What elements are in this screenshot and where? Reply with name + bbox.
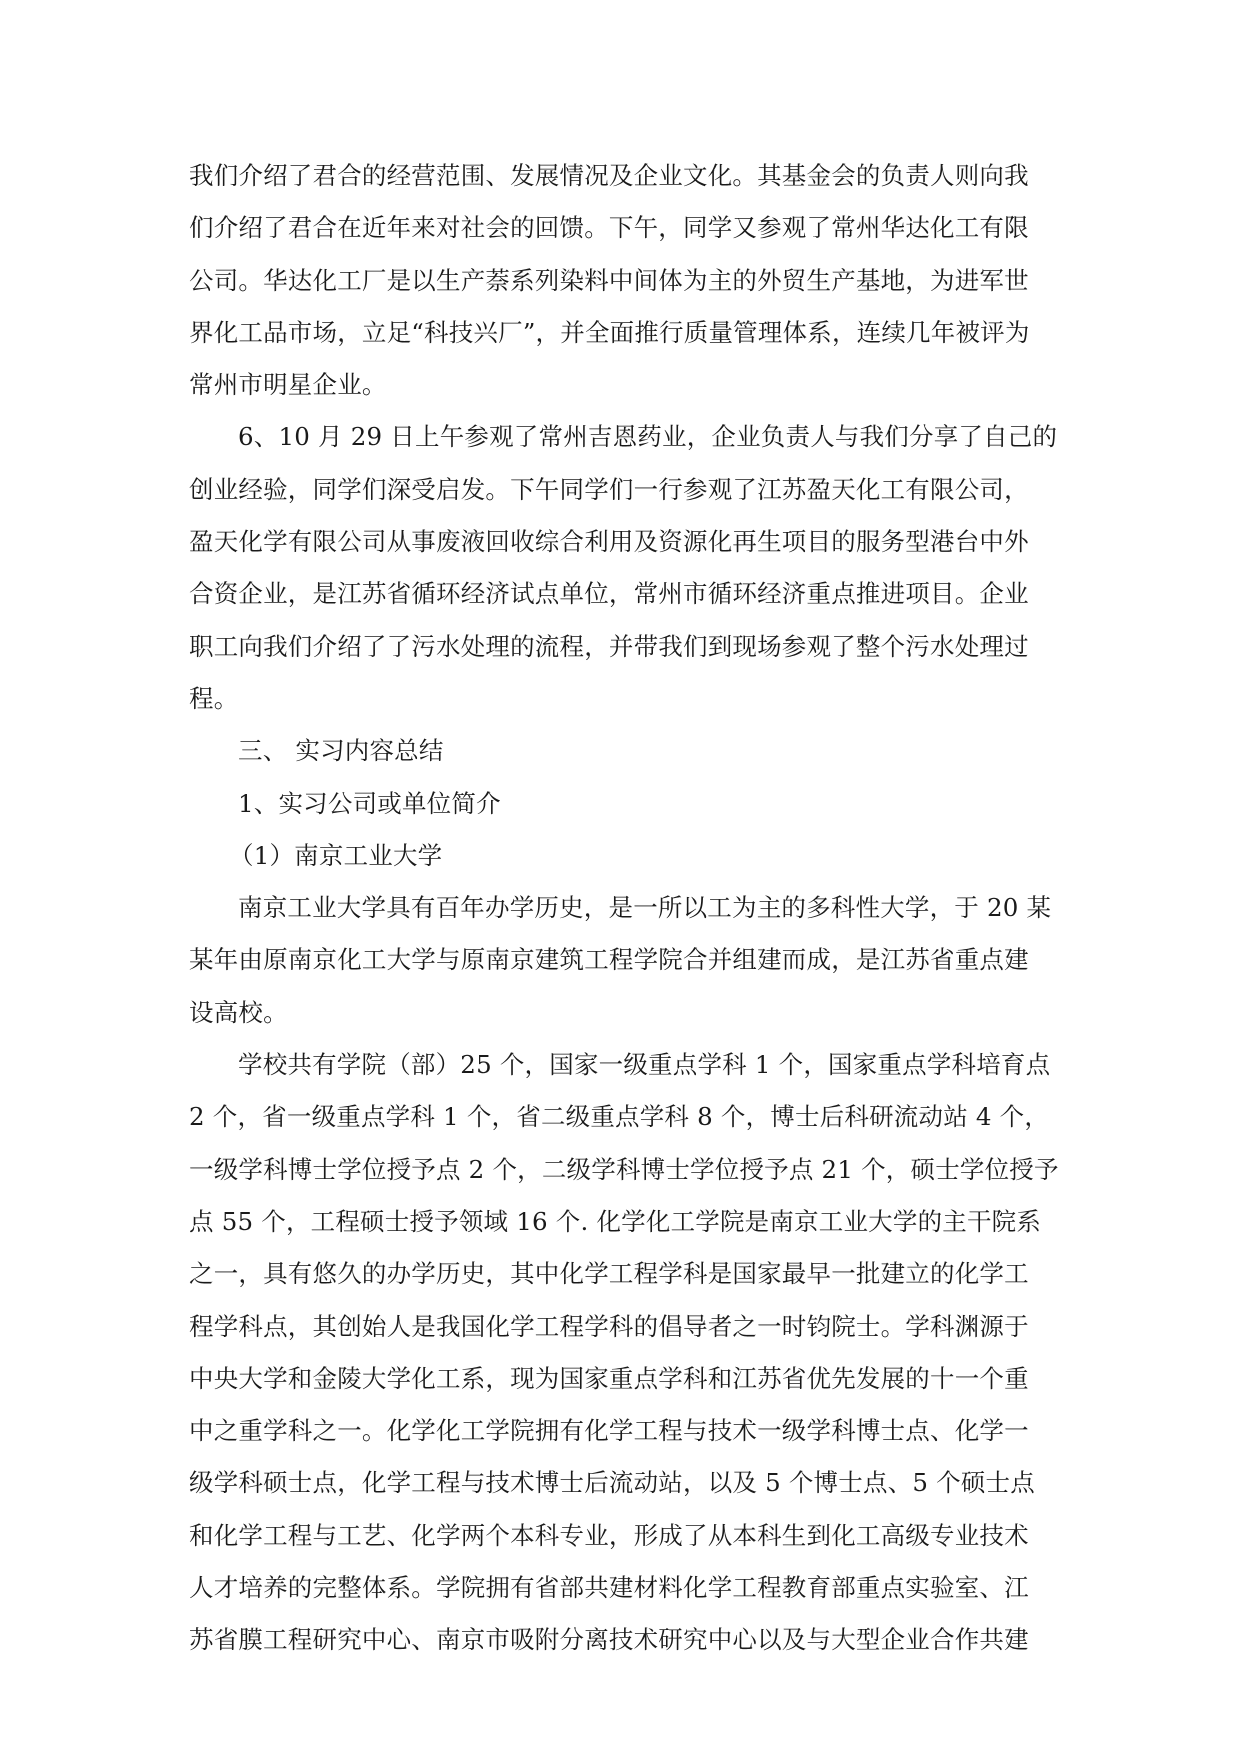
paragraph-start-line: 南京工业大学具有百年办学历史，是一所以工为主的多科性大学，于 20 某 — [238, 893, 1052, 923]
text-line: 程。 — [189, 683, 239, 713]
text-line: 2 个，省一级重点学科 1 个，省二级重点学科 8 个，博士后科研流动站 4 个， — [189, 1102, 1050, 1132]
text-line: 点 55 个，工程硕士授予领域 16 个. 化学化工学院是南京工业大学的主干院系 — [189, 1206, 1042, 1236]
text-line: 我们介绍了君合的经营范围、发展情况及企业文化。其基金会的负责人则向我 — [189, 161, 1029, 190]
text-line: 职工向我们介绍了了污水处理的流程，并带我们到现场参观了整个污水处理过 — [189, 631, 1029, 661]
paragraph-start-line: 学校共有学院（部）25 个，国家一级重点学科 1 个，国家重点学科培育点 — [238, 1050, 1051, 1080]
text-line: 和化学工程与工艺、化学两个本科专业，形成了从本科生到化工高级专业技术 — [189, 1520, 1029, 1550]
subsection-heading: 1、实习公司或单位简介 — [238, 788, 501, 818]
text-line: 程学科点，其创始人是我国化学工程学科的倡导者之一时钧院士。学科渊源于 — [189, 1311, 1029, 1341]
text-line: 合资企业，是江苏省循环经济试点单位，常州市循环经济重点推进项目。企业 — [189, 579, 1029, 609]
text-line: 级学科硕士点，化学工程与技术博士后流动站，以及 5 个博士点、5 个硕士点 — [189, 1468, 1035, 1498]
text-line: 界化工品市场，立足“科技兴厂”，并全面推行质量管理体系，连续几年被评为 — [189, 317, 1030, 347]
section-heading: 三、 实习内容总结 — [238, 736, 444, 766]
text-line: 一级学科博士学位授予点 2 个，二级学科博士学位授予点 21 个，硕士学位授予 — [189, 1154, 1059, 1184]
text-line: 公司。华达化工厂是以生产萘系列染料中间体为主的外贸生产基地，为进军世 — [189, 265, 1029, 295]
text-line: 中央大学和金陵大学化工系，现为国家重点学科和江苏省优先发展的十一个重 — [189, 1363, 1029, 1393]
text-line: 苏省膜工程研究中心、南京市吸附分离技术研究中心以及与大型企业合作共建 — [189, 1625, 1029, 1655]
text-line: 创业经验，同学们深受启发。下午同学们一行参观了江苏盈天化工有限公司， — [189, 474, 1029, 504]
text-line: 盈天化学有限公司从事废液回收综合利用及资源化再生项目的服务型港台中外 — [189, 527, 1029, 557]
sub-subsection-heading: （1）南京工业大学 — [229, 840, 443, 870]
text-line: 某年由原南京化工大学与原南京建筑工程学院合并组建而成，是江苏省重点建 — [189, 945, 1029, 975]
text-line: 设高校。 — [189, 997, 288, 1027]
text-line: 之一，具有悠久的办学历史，其中化学工程学科是国家最早一批建立的化学工 — [189, 1259, 1029, 1289]
document-body — [189, 150, 1059, 1667]
text-line: 人才培养的完整体系。学院拥有省部共建材料化学工程教育部重点实验室、江 — [189, 1573, 1029, 1603]
paragraph-start-line: 6、10 月 29 日上午参观了常州吉恩药业，企业负责人与我们分享了自己的 — [238, 422, 1058, 452]
text-line: 中之重学科之一。化学化工学院拥有化学工程与技术一级学科博士点、化学一 — [189, 1416, 1029, 1446]
text-line: 们介绍了君合在近年来对社会的回馈。下午，同学又参观了常州华达化工有限 — [189, 213, 1029, 243]
text-line: 常州市明星企业。 — [189, 370, 387, 400]
